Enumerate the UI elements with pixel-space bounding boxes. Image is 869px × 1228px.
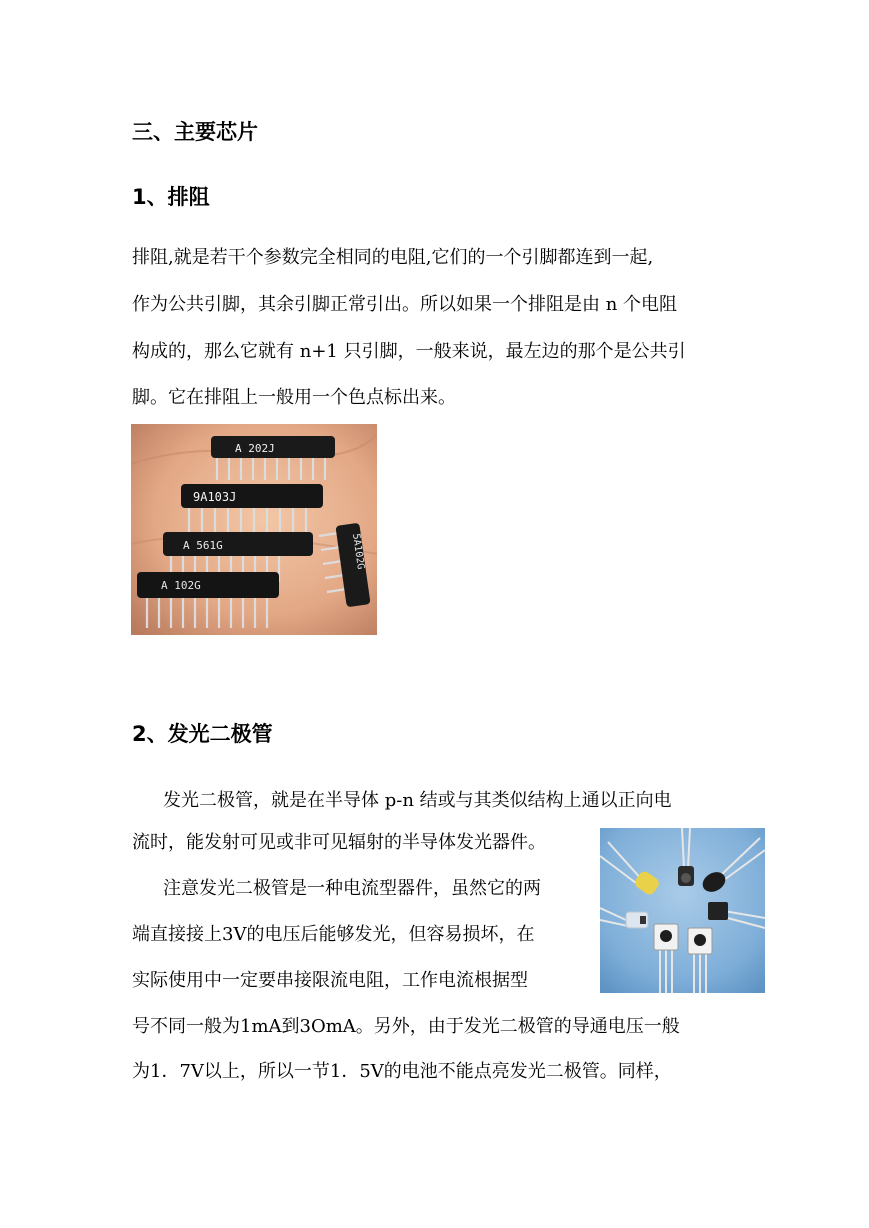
item1-heading: 1、排阻 (132, 185, 210, 209)
item2-paragraph-line: 流时，能发射可见或非可见辐射的半导体发光器件。 (132, 832, 546, 853)
network-label: A 102G (161, 579, 201, 592)
network-label: 5A102G (350, 532, 366, 571)
network-label: A 561G (183, 539, 223, 552)
item2-paragraph-line: 端直接接上3V的电压后能够发光，但容易损坏，在 (132, 924, 535, 945)
section-heading: 三、主要芯片 (132, 120, 258, 144)
item2-paragraph-line: 实际使用中一定要串接限流电阻，工作电流根据型 (132, 970, 528, 991)
led-components-photo (600, 828, 765, 993)
network-label: A 202J (235, 442, 275, 455)
item2-paragraph-line: 发光二极管，就是在半导体 p-n 结或与其类似结构上通以正向电 (163, 790, 672, 811)
item2-heading: 2、发光二极管 (132, 722, 273, 746)
item1-paragraph-line: 作为公共引脚，其余引脚正常引出。所以如果一个排阻是由 n 个电阻 (132, 294, 678, 315)
item2-paragraph-line: 注意发光二极管是一种电流型器件，虽然它的两 (163, 878, 541, 899)
item2-paragraph-line: 号不同一般为1mA到3OmA。另外，由于发光二极管的导通电压一般 (132, 1016, 680, 1037)
item1-paragraph-line: 排阻,就是若干个参数完全相同的电阻,它们的一个引脚都连到一起, (132, 247, 654, 268)
item1-paragraph-line: 脚。它在排阻上一般用一个色点标出来。 (132, 387, 456, 408)
network-label: 9A103J (193, 490, 237, 504)
resistor-network-photo (131, 424, 377, 635)
item2-paragraph-line: 为1．7V以上，所以一节1．5V的电池不能点亮发光二极管。同样， (132, 1061, 672, 1082)
item1-paragraph-line: 构成的，那么它就有 n+1 只引脚，一般来说，最左边的那个是公共引 (132, 341, 686, 362)
